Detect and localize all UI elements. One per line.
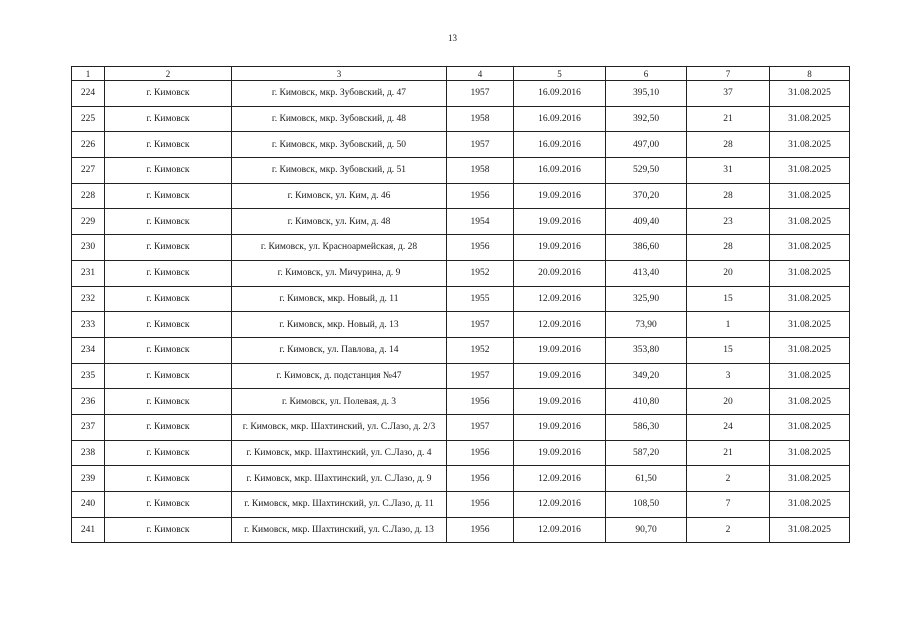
date-cell: 16.09.2016 — [514, 81, 606, 107]
row-number-cell: 241 — [72, 517, 105, 543]
locality-cell: г. Кимовск — [105, 132, 232, 158]
residents-cell: 20 — [687, 260, 770, 286]
row-number-cell: 233 — [72, 312, 105, 338]
year-built-cell: 1956 — [447, 492, 514, 518]
table-row — [72, 466, 850, 492]
table-row — [72, 440, 850, 466]
row-number-cell: 239 — [72, 466, 105, 492]
locality-cell: г. Кимовск — [105, 106, 232, 132]
address-cell: г. Кимовск, мкр. Зубовский, д. 50 — [232, 132, 447, 158]
address-cell: г. Кимовск, мкр. Шахтинский, ул. С.Лазо, д. 11 — [232, 492, 447, 518]
residents-cell: 2 — [687, 466, 770, 492]
row-number-cell: 235 — [72, 363, 105, 389]
row-number-cell: 231 — [72, 260, 105, 286]
row-number-cell: 238 — [72, 440, 105, 466]
deadline-date-cell: 31.08.2025 — [770, 286, 850, 312]
area-cell: 370,20 — [606, 183, 687, 209]
area-cell: 409,40 — [606, 209, 687, 235]
row-number-cell: 227 — [72, 158, 105, 184]
deadline-date-cell: 31.08.2025 — [770, 158, 850, 184]
area-cell: 413,40 — [606, 260, 687, 286]
address-cell: г. Кимовск, ул. Павлова, д. 14 — [232, 337, 447, 363]
deadline-date-cell: 31.08.2025 — [770, 517, 850, 543]
date-cell: 12.09.2016 — [514, 286, 606, 312]
area-cell: 73,90 — [606, 312, 687, 338]
address-cell: г. Кимовск, мкр. Шахтинский, ул. С.Лазо, д. 13 — [232, 517, 447, 543]
area-cell: 410,80 — [606, 389, 687, 415]
residents-cell: 28 — [687, 183, 770, 209]
residents-cell: 15 — [687, 337, 770, 363]
area-cell: 497,00 — [606, 132, 687, 158]
column-header: 3 — [232, 67, 447, 81]
address-cell: г. Кимовск, мкр. Зубовский, д. 48 — [232, 106, 447, 132]
table-row — [72, 492, 850, 518]
date-cell: 16.09.2016 — [514, 158, 606, 184]
date-cell: 19.09.2016 — [514, 209, 606, 235]
address-cell: г. Кимовск, мкр. Шахтинский, ул. С.Лазо, д. 9 — [232, 466, 447, 492]
area-cell: 349,20 — [606, 363, 687, 389]
address-cell: г. Кимовск, мкр. Шахтинский, ул. С.Лазо, д. 4 — [232, 440, 447, 466]
deadline-date-cell: 31.08.2025 — [770, 260, 850, 286]
residents-cell: 23 — [687, 209, 770, 235]
row-number-cell: 234 — [72, 337, 105, 363]
row-number-cell: 232 — [72, 286, 105, 312]
residents-cell: 2 — [687, 517, 770, 543]
residents-cell: 31 — [687, 158, 770, 184]
locality-cell: г. Кимовск — [105, 440, 232, 466]
column-header: 8 — [770, 67, 850, 81]
deadline-date-cell: 31.08.2025 — [770, 235, 850, 261]
deadline-date-cell: 31.08.2025 — [770, 414, 850, 440]
residents-cell: 28 — [687, 235, 770, 261]
deadline-date-cell: 31.08.2025 — [770, 466, 850, 492]
table-row — [72, 260, 850, 286]
locality-cell: г. Кимовск — [105, 492, 232, 518]
address-cell: г. Кимовск, ул. Ким, д. 46 — [232, 183, 447, 209]
deadline-date-cell: 31.08.2025 — [770, 183, 850, 209]
residents-cell: 28 — [687, 132, 770, 158]
table-row — [72, 389, 850, 415]
locality-cell: г. Кимовск — [105, 286, 232, 312]
address-cell: г. Кимовск, мкр. Зубовский, д. 47 — [232, 81, 447, 107]
deadline-date-cell: 31.08.2025 — [770, 106, 850, 132]
deadline-date-cell: 31.08.2025 — [770, 337, 850, 363]
residents-cell: 1 — [687, 312, 770, 338]
address-cell: г. Кимовск, мкр. Новый, д. 11 — [232, 286, 447, 312]
year-built-cell: 1957 — [447, 132, 514, 158]
area-cell: 395,10 — [606, 81, 687, 107]
table-row — [72, 183, 850, 209]
residents-cell: 3 — [687, 363, 770, 389]
date-cell: 19.09.2016 — [514, 363, 606, 389]
year-built-cell: 1956 — [447, 183, 514, 209]
locality-cell: г. Кимовск — [105, 260, 232, 286]
date-cell: 19.09.2016 — [514, 389, 606, 415]
row-number-cell: 225 — [72, 106, 105, 132]
address-cell: г. Кимовск, ул. Полевая, д. 3 — [232, 389, 447, 415]
table-row — [72, 209, 850, 235]
column-number-row — [72, 67, 850, 81]
area-cell: 586,30 — [606, 414, 687, 440]
area-cell: 90,70 — [606, 517, 687, 543]
year-built-cell: 1957 — [447, 312, 514, 338]
table-row — [72, 517, 850, 543]
area-cell: 108,50 — [606, 492, 687, 518]
table-row — [72, 414, 850, 440]
table-row — [72, 158, 850, 184]
locality-cell: г. Кимовск — [105, 209, 232, 235]
address-cell: г. Кимовск, мкр. Зубовский, д. 51 — [232, 158, 447, 184]
locality-cell: г. Кимовск — [105, 312, 232, 338]
residents-cell: 20 — [687, 389, 770, 415]
address-cell: г. Кимовск, д. подстанция №47 — [232, 363, 447, 389]
column-header: 7 — [687, 67, 770, 81]
area-cell: 587,20 — [606, 440, 687, 466]
year-built-cell: 1958 — [447, 158, 514, 184]
date-cell: 19.09.2016 — [514, 183, 606, 209]
area-cell: 325,90 — [606, 286, 687, 312]
deadline-date-cell: 31.08.2025 — [770, 132, 850, 158]
date-cell: 19.09.2016 — [514, 440, 606, 466]
locality-cell: г. Кимовск — [105, 158, 232, 184]
date-cell: 19.09.2016 — [514, 337, 606, 363]
date-cell: 19.09.2016 — [514, 414, 606, 440]
row-number-cell: 229 — [72, 209, 105, 235]
page-number: 13 — [448, 33, 457, 43]
year-built-cell: 1958 — [447, 106, 514, 132]
year-built-cell: 1956 — [447, 235, 514, 261]
year-built-cell: 1957 — [447, 81, 514, 107]
area-cell: 386,60 — [606, 235, 687, 261]
column-header: 6 — [606, 67, 687, 81]
locality-cell: г. Кимовск — [105, 517, 232, 543]
year-built-cell: 1957 — [447, 363, 514, 389]
year-built-cell: 1954 — [447, 209, 514, 235]
table-row — [72, 81, 850, 107]
residents-cell: 7 — [687, 492, 770, 518]
date-cell: 12.09.2016 — [514, 466, 606, 492]
area-cell: 392,50 — [606, 106, 687, 132]
address-cell: г. Кимовск, мкр. Новый, д. 13 — [232, 312, 447, 338]
column-header: 1 — [72, 67, 105, 81]
date-cell: 12.09.2016 — [514, 312, 606, 338]
deadline-date-cell: 31.08.2025 — [770, 312, 850, 338]
residents-cell: 21 — [687, 106, 770, 132]
table-row — [72, 106, 850, 132]
row-number-cell: 224 — [72, 81, 105, 107]
year-built-cell: 1956 — [447, 466, 514, 492]
area-cell: 353,80 — [606, 337, 687, 363]
table-body — [72, 81, 850, 543]
area-cell: 529,50 — [606, 158, 687, 184]
locality-cell: г. Кимовск — [105, 183, 232, 209]
table-row — [72, 235, 850, 261]
column-header: 4 — [447, 67, 514, 81]
address-cell: г. Кимовск, мкр. Шахтинский, ул. С.Лазо, д. 2/3 — [232, 414, 447, 440]
row-number-cell: 230 — [72, 235, 105, 261]
date-cell: 19.09.2016 — [514, 235, 606, 261]
residents-cell: 37 — [687, 81, 770, 107]
column-header: 2 — [105, 67, 232, 81]
table-row — [72, 132, 850, 158]
deadline-date-cell: 31.08.2025 — [770, 81, 850, 107]
date-cell: 16.09.2016 — [514, 132, 606, 158]
year-built-cell: 1952 — [447, 337, 514, 363]
locality-cell: г. Кимовск — [105, 466, 232, 492]
table-row — [72, 286, 850, 312]
residents-cell: 21 — [687, 440, 770, 466]
year-built-cell: 1955 — [447, 286, 514, 312]
deadline-date-cell: 31.08.2025 — [770, 363, 850, 389]
locality-cell: г. Кимовск — [105, 235, 232, 261]
date-cell: 20.09.2016 — [514, 260, 606, 286]
column-header: 5 — [514, 67, 606, 81]
table-row — [72, 337, 850, 363]
year-built-cell: 1956 — [447, 389, 514, 415]
row-number-cell: 240 — [72, 492, 105, 518]
locality-cell: г. Кимовск — [105, 389, 232, 415]
housing-registry-table — [71, 66, 850, 543]
locality-cell: г. Кимовск — [105, 337, 232, 363]
deadline-date-cell: 31.08.2025 — [770, 492, 850, 518]
residents-cell: 24 — [687, 414, 770, 440]
locality-cell: г. Кимовск — [105, 81, 232, 107]
date-cell: 16.09.2016 — [514, 106, 606, 132]
year-built-cell: 1957 — [447, 414, 514, 440]
area-cell: 61,50 — [606, 466, 687, 492]
deadline-date-cell: 31.08.2025 — [770, 440, 850, 466]
row-number-cell: 236 — [72, 389, 105, 415]
address-cell: г. Кимовск, ул. Ким, д. 48 — [232, 209, 447, 235]
deadline-date-cell: 31.08.2025 — [770, 209, 850, 235]
year-built-cell: 1952 — [447, 260, 514, 286]
table-row — [72, 363, 850, 389]
address-cell: г. Кимовск, ул. Мичурина, д. 9 — [232, 260, 447, 286]
deadline-date-cell: 31.08.2025 — [770, 389, 850, 415]
year-built-cell: 1956 — [447, 440, 514, 466]
year-built-cell: 1956 — [447, 517, 514, 543]
table-row — [72, 312, 850, 338]
address-cell: г. Кимовск, ул. Красноармейская, д. 28 — [232, 235, 447, 261]
row-number-cell: 237 — [72, 414, 105, 440]
residents-cell: 15 — [687, 286, 770, 312]
locality-cell: г. Кимовск — [105, 414, 232, 440]
row-number-cell: 228 — [72, 183, 105, 209]
date-cell: 12.09.2016 — [514, 492, 606, 518]
row-number-cell: 226 — [72, 132, 105, 158]
locality-cell: г. Кимовск — [105, 363, 232, 389]
date-cell: 12.09.2016 — [514, 517, 606, 543]
